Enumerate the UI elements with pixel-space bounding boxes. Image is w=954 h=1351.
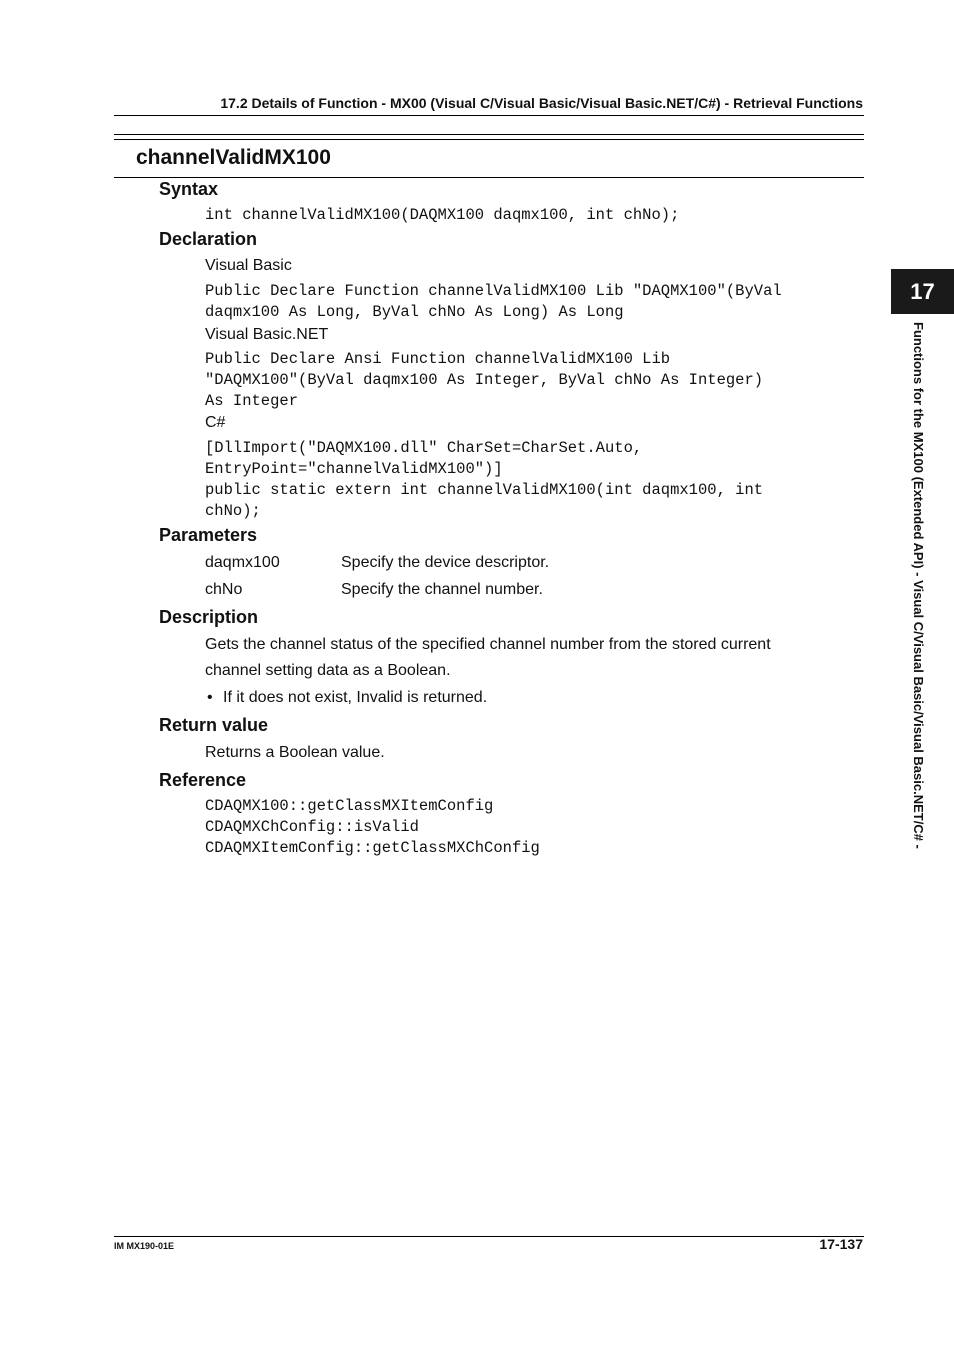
cs-code: [DllImport("DAQMX100.dll" CharSet=CharSet.Auto, EntryPoint="channelValidMX100")] public static extern int channelValidMX100(int daqmx100, int chNo); xyxy=(205,439,764,520)
param-desc-daqmx100: Specify the device descriptor. xyxy=(341,554,550,571)
description-heading: Description xyxy=(159,607,259,627)
return-value-text: Returns a Boolean value. xyxy=(205,744,385,761)
declaration-heading: Declaration xyxy=(159,229,258,249)
vb-label: Visual Basic xyxy=(205,257,292,274)
header-rule xyxy=(114,115,864,116)
page-number: 17-137 xyxy=(819,1236,863,1252)
return-value-heading: Return value xyxy=(159,715,269,735)
param-name-chno: chNo xyxy=(205,581,243,598)
reference-heading: Reference xyxy=(159,770,247,790)
syntax-code: int channelValidMX100(DAQMX100 daqmx100, int chNo); xyxy=(205,206,680,224)
parameters-heading: Parameters xyxy=(159,525,258,545)
reference-code: CDAQMX100::getClassMXItemConfig CDAQMXChConfig::isValid CDAQMXItemConfig::getClassMXChConfig xyxy=(205,797,540,857)
title-rule-top-2 xyxy=(114,139,864,140)
chapter-tab: 17 xyxy=(891,269,954,314)
cs-label: C# xyxy=(205,414,226,431)
param-name-daqmx100: daqmx100 xyxy=(205,554,280,571)
title-rule-top-1 xyxy=(114,134,864,135)
function-title: channelValidMX100 xyxy=(136,146,331,169)
syntax-heading: Syntax xyxy=(159,179,219,199)
description-line-2: channel setting data as a Boolean. xyxy=(205,662,451,679)
param-desc-chno: Specify the channel number. xyxy=(341,581,543,598)
bullet-mark: • xyxy=(207,689,213,706)
vbnet-label: Visual Basic.NET xyxy=(205,326,329,343)
chapter-side-title: Functions for the MX100 (Extended API) - Visual C/Visual Basic/Visual Basic.NET/C# - xyxy=(911,322,926,849)
document-id: IM MX190-01E xyxy=(114,1241,175,1251)
title-rule-bottom xyxy=(114,177,864,178)
description-line-1: Gets the channel status of the specified channel number from the stored current xyxy=(205,636,771,653)
vbnet-code: Public Declare Ansi Function channelValidMX100 Lib "DAQMX100"(ByVal daqmx100 As Integer, ByVal chNo As Integer) As Integer xyxy=(205,350,764,410)
description-bullet: If it does not exist, Invalid is returned. xyxy=(223,689,488,706)
running-header: 17.2 Details of Function - MX00 (Visual C/Visual Basic/Visual Basic.NET/C#) - Retrieval Functions xyxy=(220,95,863,111)
vb-code: Public Declare Function channelValidMX100 Lib "DAQMX100"(ByVal daqmx100 As Long, ByVal chNo As Long) As Long xyxy=(205,282,782,321)
